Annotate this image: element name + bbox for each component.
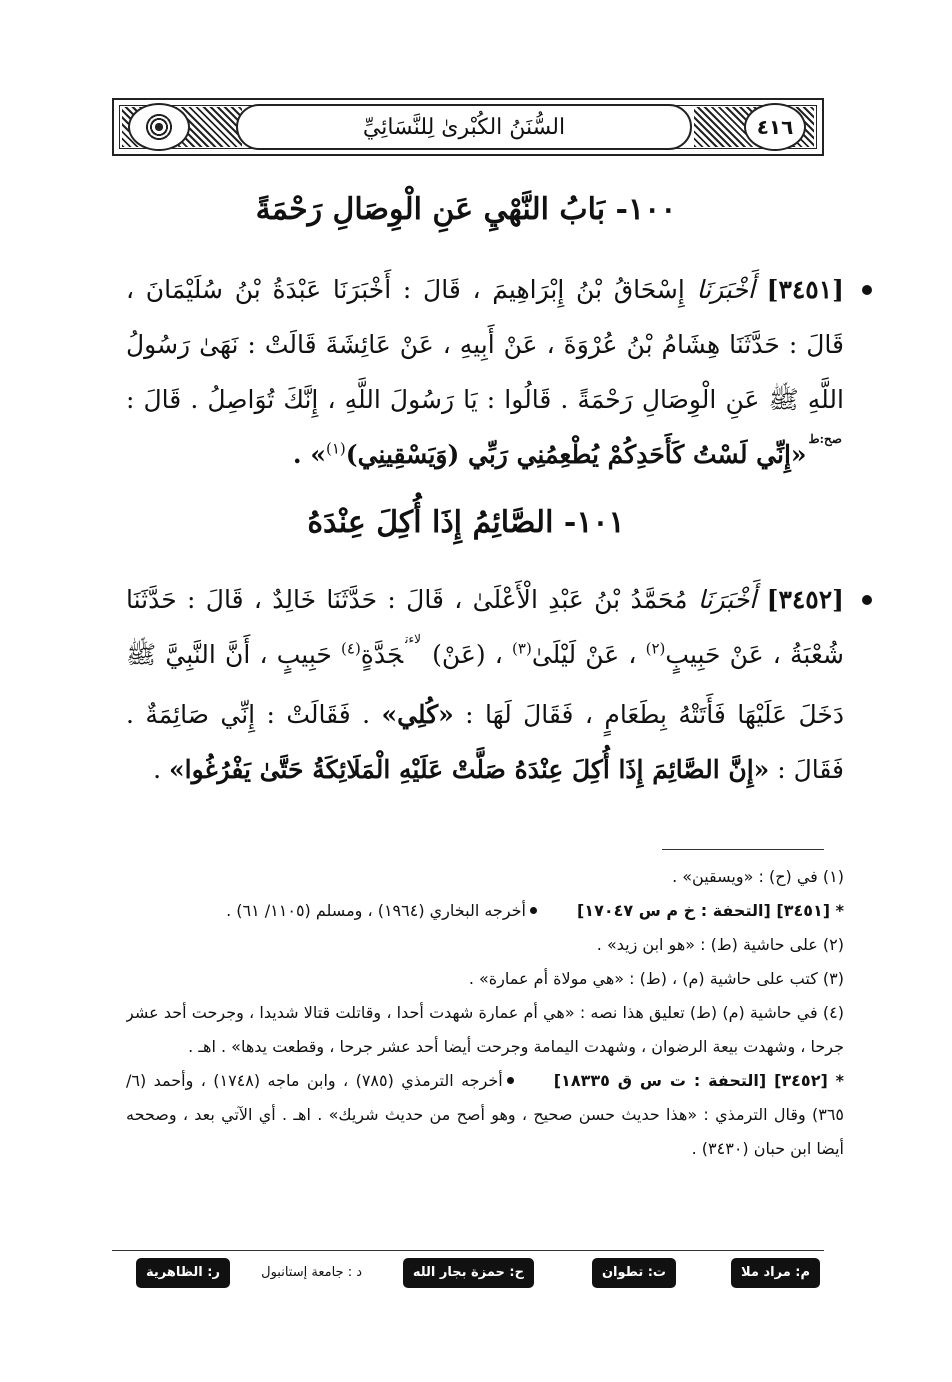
bottom-divider xyxy=(112,1250,824,1251)
footnote-3: (٣) كتب على حاشية (م) ، (ط) : «هي مولاة أم عمارة» . xyxy=(468,969,844,988)
bullet-icon xyxy=(862,595,872,605)
hadith-text: مُحَمَّدُ بْنُ عَبْدِ الْأَعْلَىٰ ، قَالَ : حَدَّثَنَا خَالِدٌ ، قَالَ : حَدَّثَنَا شُعْبَةُ ، عَنْ حَبِيبٍ xyxy=(126,585,844,669)
footnote-divider xyxy=(662,849,824,850)
manuscript-badge-r: ر: الظاهرية xyxy=(136,1258,230,1288)
ornament-icon xyxy=(139,113,179,141)
decorative-emblem-icon xyxy=(128,103,190,151)
akhbarana-word: أَخْبَرَنَا xyxy=(697,585,757,614)
header-title-cartouche xyxy=(236,104,692,150)
page-header xyxy=(112,98,824,156)
manuscript-note: صح:ط xyxy=(808,432,842,446)
bullet-icon xyxy=(507,1077,514,1084)
hadith-3451 xyxy=(126,262,844,487)
prophetic-saying-text: «إِنِّي لَسْتُ كَأَحَدِكُمْ يُطْعِمُنِي رَبِّي (وَيَسْقِينِي) xyxy=(345,440,807,469)
footnote-ref-1: (١) xyxy=(325,439,346,458)
chapter-heading-100: ١٠٠- بَابُ النَّهْيِ عَنِ الْوِصَالِ رَحْمَةً xyxy=(255,192,677,227)
prophetic-saying: «إِنَّ الصَّائِمَ إِذَا أُكِلَ عِنْدَهُ صَلَّتْ عَلَيْهِ الْمَلَائِكَةُ حَتَّىٰ يَفْرُغُوا» xyxy=(169,755,770,784)
takhrij-text: أخرجه الترمذي (٧٨٥) ، وابن ماجه (١٧٤٨) ، وأحمد (٦/ ٣٦٥) وقال الترمذي : «هذا حديث حسن صحيح ، وهو أصح من حديث شريك» . اهـ . أي الآتي بعد ، وصححه أيضا ابن حبان (٣٤٣٠) . xyxy=(126,1071,844,1158)
takhrij-ref: * [٣٤٥٢] [التحفة : ت س ق ١٨٣٣٥] xyxy=(553,1071,844,1090)
takhrij-ref: * [٣٤٥١] [التحفة : خ م س ١٧٠٤٧] xyxy=(576,901,844,920)
footnote-ref-2: (٢) xyxy=(645,639,666,658)
manuscript-note: لاءت xyxy=(405,632,421,646)
hadith-end: » . xyxy=(292,440,326,469)
footnote-ref-4: (٤) xyxy=(341,639,361,658)
takhrij-text: أخرجه البخاري (١٩٦٤) ، ومسلم (١١٠٥/ ٦١) . xyxy=(226,901,526,920)
chapter-heading-101: ١٠١- الصَّائِمُ إِذَا أُكِلَ عِنْدَهُ xyxy=(307,505,625,540)
takhrij-3451 xyxy=(126,894,844,928)
footnotes-section xyxy=(126,860,844,1166)
manuscript-legend xyxy=(112,1258,824,1294)
akhbarana-word: أَخْبَرَنَا xyxy=(696,275,755,304)
hadith-number: [٣٤٥٢] xyxy=(766,585,844,614)
hadith-text: إِسْحَاقُ بْنُ إِبْرَاهِيمَ ، قَالَ : أَخْبَرَنَا عَبْدَةُ بْنُ سُلَيْمَانَ ، قَالَ : حَدَّثَنَا هِشَامُ بْنُ عُرْوَةَ ، عَنْ أَبِيهِ ، عَنْ عَائِشَةَ قَالَتْ : نَهَىٰ رَسُولُ اللَّهِ ﷺ عَنِ الْوِصَالِ رَحْمَةً . قَالُوا : يَا رَسُولَ اللَّهِ ، إِنَّكَ تُوَاصِلُ . قَالَ : xyxy=(126,275,844,414)
hadith-end: . xyxy=(153,755,162,784)
book-title: السُّنَنُ الكُبْرىٰ لِلنَّسَائِيِّ xyxy=(362,114,566,140)
footnote-ref-3: (٣) xyxy=(512,639,532,658)
footnote-2: (٢) على حاشية (ط) : «هو ابن زيد» . xyxy=(596,935,844,954)
footnote-4: (٤) في حاشية (م) (ط) تعليق هذا نصه : «هي أم عمارة شهدت أحدا ، وقاتلت قتالا شديدا ، وجرحت أحد عشر جرحا ، وشهدت بيعة الرضوان ، وشهدت اليمامة وجرحت أيضا أحد عشر جرحا ، وقطعت يدها» . اهـ . xyxy=(126,1003,844,1056)
takhrij-3452 xyxy=(126,1064,844,1166)
hadith-number: [٣٤٥١] xyxy=(766,275,844,304)
page-number-medallion xyxy=(744,103,806,151)
bullet-icon xyxy=(862,285,872,295)
manuscript-label-d: د : جامعة إستانبول xyxy=(261,1265,362,1280)
hadith-text: حَبِيبٍ ، أَنَّ النَّبِيَّ ﷺ دَخَلَ عَلَيْهَا فَأَتَتْهُ بِطَعَامٍ ، فَقَالَ لَهَا : xyxy=(126,640,845,729)
hadith-text: ، (عَنْ) xyxy=(432,640,503,669)
hadith-3452 xyxy=(126,572,844,797)
manuscript-badge-h: ح: حمزة بجار الله xyxy=(403,1258,534,1288)
bullet-icon xyxy=(530,907,537,914)
page-number: ٤١٦ xyxy=(756,115,794,139)
hadith-text: ، عَنْ لَيْلَىٰ xyxy=(531,640,637,669)
hadith-text: جَدَّةٍ xyxy=(360,640,404,669)
hadith-text: . فَقَالَتْ : إِنِّي صَائِمَةٌ . فَقَالَ : xyxy=(126,700,844,784)
manuscript-badge-m: م: مراد ملا xyxy=(731,1258,820,1288)
prophetic-saying: «كُلِي» xyxy=(381,700,454,729)
manuscript-badge-t: ت: تطوان xyxy=(592,1258,676,1288)
footnote-1: (١) في (ح) : «ويسقين» . xyxy=(672,867,844,886)
prophetic-saying xyxy=(345,432,844,469)
